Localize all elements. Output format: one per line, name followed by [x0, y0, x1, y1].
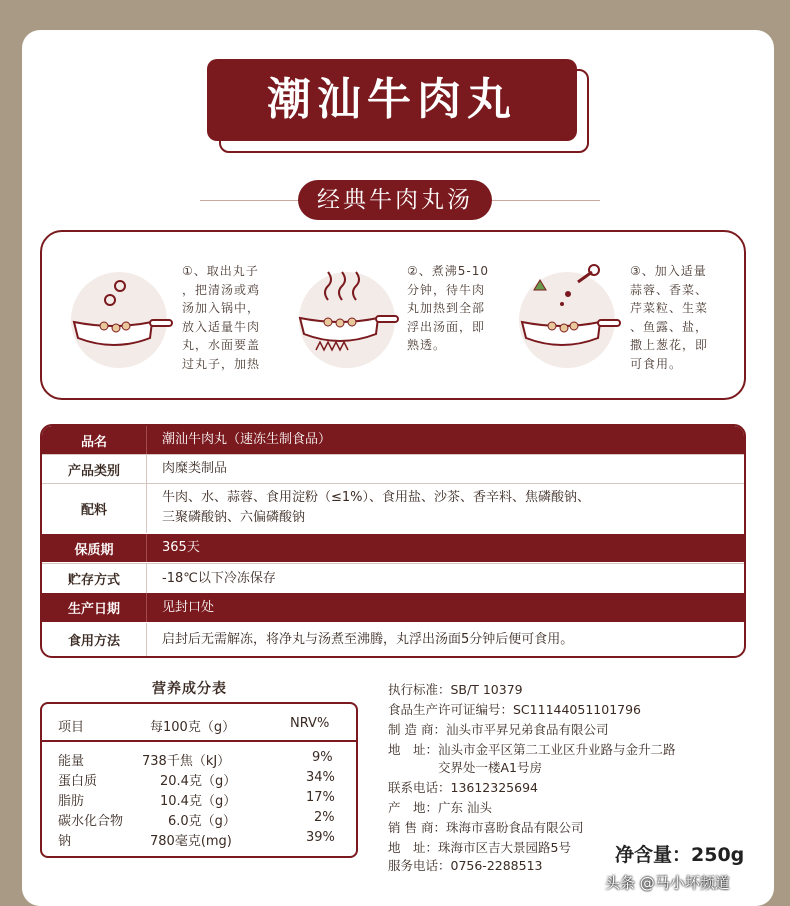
info-row-usage: 食用方法 启封后无需解冻，将净丸与汤煮至沸腾，丸浮出汤面5分钟后便可食用。: [42, 623, 744, 656]
ingredients-line-1: 牛肉、水、蒜蓉、食用淀粉（≤1%）、食用盐、沙茶、香辛料、焦磷酸钠、: [162, 490, 591, 505]
step-3-text: ③、加入适量 蒜蓉、香菜、 芹菜粒、生菜 、鱼露、盐， 撒上葱花，即 可食用。: [630, 264, 709, 371]
standard-line: 执行标准：SB/T 10379: [388, 682, 523, 697]
watermark: 头条 @马小坏频道: [605, 874, 730, 892]
ingredients-line-2: 三聚磷酸钠、六偏磷酸钠: [162, 510, 306, 525]
address-line: 地 址：汕头市金平区第二工业区升业路与金升二路: [388, 742, 676, 757]
net-weight: 净含量：250g: [615, 844, 745, 866]
info-row-ingredients: 配料 牛肉、水、蒜蓉、食用淀粉（≤1%）、食用盐、沙茶、香辛料、焦磷酸钠、 三聚磷酸钠、六偏磷酸钠: [42, 483, 744, 533]
pot-with-balls-icon: [64, 260, 174, 370]
step-2-text: ②、煮沸5-10 分钟，待牛肉 丸加热到全部 浮出汤面，即 熟透。: [407, 264, 489, 352]
info-row-storage: 贮存方式 -18℃以下冷冻保存: [42, 563, 744, 594]
title-banner: [207, 59, 587, 149]
info-row-name: 品名 潮汕牛肉丸（速冻生制食品）: [42, 426, 744, 454]
product-title: 潮汕牛肉丸: [207, 59, 577, 141]
seller-address-line: 地 址：珠海市区吉大景园路5号: [388, 840, 571, 855]
license-line: 食品生产许可证编号：SC11144051101796: [388, 702, 642, 717]
cooking-steps-panel: [40, 230, 746, 400]
recipe-subtitle: 经典牛肉丸汤: [298, 180, 492, 220]
step-1: [62, 232, 292, 398]
step-3: [512, 232, 742, 398]
nutrition-title: 营养成分表: [152, 681, 227, 697]
phone-line: 联系电话：13612325694: [388, 780, 538, 795]
info-row-shelf-life: 保质期 365天: [42, 534, 744, 562]
product-info-table: [40, 424, 746, 658]
info-row-category: 产品类别 肉糜类制品: [42, 454, 744, 484]
origin-line: 产 地：广东 汕头: [388, 800, 492, 815]
step-2: [292, 232, 522, 398]
maker-line: 制 造 商：汕头市平昇兄弟食品有限公司: [388, 722, 609, 737]
address-line-2: 交界处一楼A1号房: [388, 760, 543, 775]
seller-line: 销 售 商：珠海市喜盼食品有限公司: [388, 820, 584, 835]
info-row-production-date: 生产日期 见封口处: [42, 593, 744, 622]
nutrition-table: 项目 每100克（g） NRV% 能量 738千焦（kJ） 9% 蛋白质 20.4克（g） 34% 脂肪 10.4克（g） 17% 碳水化合物 6.0克（g） 2% 钠 780毫克(mg) 39%: [40, 702, 358, 858]
seasoning-pot-icon: [512, 260, 622, 370]
boiling-pot-icon: [292, 260, 402, 370]
nutrition-divider: [42, 740, 356, 742]
step-1-text: ①、取出丸子 ，把清汤或鸡 汤加入锅中， 放入适量牛肉 丸，水面要盖 过丸子，加热: [182, 264, 261, 371]
service-phone-line: 服务电话：0756-2288513: [388, 858, 543, 873]
